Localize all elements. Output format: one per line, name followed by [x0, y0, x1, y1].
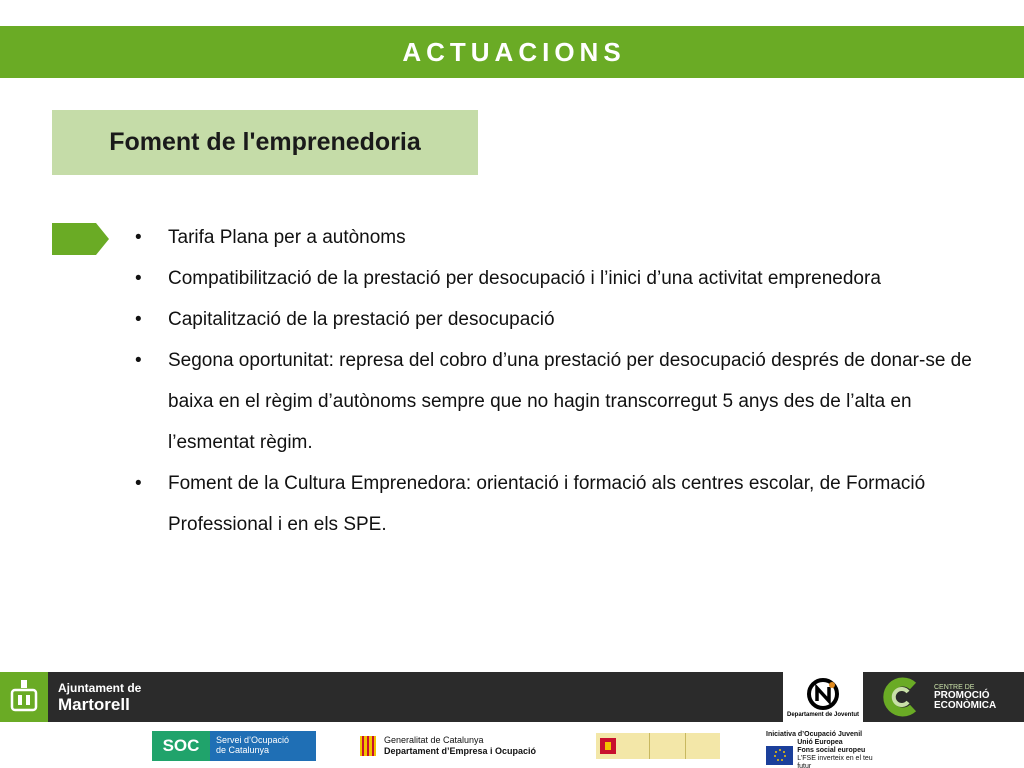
- martorell-line1: Ajuntament de: [58, 680, 142, 695]
- gencat-line2: Departament d’Empresa i Ocupació: [384, 746, 537, 756]
- eu-line4: L’FSE inverteix en el teu futur: [797, 755, 873, 768]
- eu-line2: Unió Europea: [797, 739, 843, 747]
- eu-text: [797, 739, 886, 768]
- list-item: [135, 340, 1005, 463]
- list-item-text: Foment de la Cultura Emprenedora: orientació i formació als centres escolar, de Formació Professional i en els SPE.: [168, 473, 926, 535]
- footer-band: [0, 672, 1024, 722]
- eu-logo: [766, 731, 886, 768]
- bullet-icon: •: [135, 309, 142, 330]
- ministry-logo: [596, 733, 720, 759]
- bullet-icon: •: [135, 350, 142, 371]
- eu-flag-icon: [766, 746, 793, 765]
- header-bar: [0, 26, 1024, 78]
- bullet-icon: •: [135, 227, 142, 248]
- ministry-block-3: [686, 733, 718, 759]
- soc-line1: Servei d’Ocupació: [216, 735, 290, 746]
- bullet-icon: •: [135, 473, 142, 494]
- cpe-logo: [880, 672, 1024, 722]
- list-item: [135, 217, 1005, 258]
- eu-line3: Fons social europeu: [797, 747, 866, 755]
- bullet-icon: •: [135, 268, 142, 289]
- martorell-logo: [0, 672, 152, 722]
- list-item-text: Capitalització de la prestació per desocupació: [168, 309, 555, 330]
- list-item: [135, 463, 1005, 545]
- joventut-logo: [783, 672, 863, 722]
- arrow-marker-icon: [52, 223, 109, 255]
- soc-name: [210, 731, 316, 761]
- soc-logo: [152, 731, 316, 761]
- catalan-flag-icon: [360, 736, 376, 756]
- list-item-text: Segona oportunitat: represa del cobro d’una prestació per desocupació després de donar-se de baixa en el règim d’autònoms sempre que no hagin transcorregut 5 anys des de l’alta en l’esmentat règim.: [168, 350, 972, 453]
- cpe-line3: ECONÒMICA: [934, 699, 997, 711]
- list-item-text: Tarifa Plana per a autònoms: [168, 227, 406, 248]
- eu-line1: Iniciativa d’Ocupació Juvenil: [766, 731, 863, 738]
- martorell-line2: Martorell: [58, 694, 130, 714]
- soc-line2: de Catalunya: [216, 745, 270, 755]
- gencat-line1: Generalitat de Catalunya: [384, 735, 484, 746]
- martorell-name: [58, 682, 141, 713]
- spain-coat-of-arms-icon: [596, 734, 620, 758]
- cpe-icon: [880, 676, 926, 718]
- page-title: ACTUACIONS: [402, 36, 626, 67]
- joventut-caption: Departament de Joventut: [786, 711, 859, 718]
- soc-mark: SOC: [152, 731, 210, 761]
- list-item-text: Compatibilització de la prestació per desocupació i l’inici d’una activitat emprenedora: [168, 268, 881, 289]
- gencat-name: [384, 735, 536, 757]
- cpe-line2: PROMOCIÓ: [934, 689, 990, 701]
- bullet-list: [135, 217, 1005, 545]
- cpe-name: [934, 684, 996, 711]
- eu-row: [766, 739, 886, 768]
- subtitle-box: [52, 110, 478, 175]
- ministry-block-1: [620, 733, 650, 759]
- list-item: [135, 299, 1005, 340]
- shield-icon: [0, 672, 48, 722]
- gencat-logo: [360, 733, 560, 759]
- joventut-icon: [806, 677, 840, 711]
- section-subtitle: Foment de l'emprenedoria: [109, 128, 421, 156]
- ministry-block-2: [650, 733, 686, 759]
- list-item: [135, 258, 1005, 299]
- cpe-line1: CENTRE DE: [934, 683, 975, 691]
